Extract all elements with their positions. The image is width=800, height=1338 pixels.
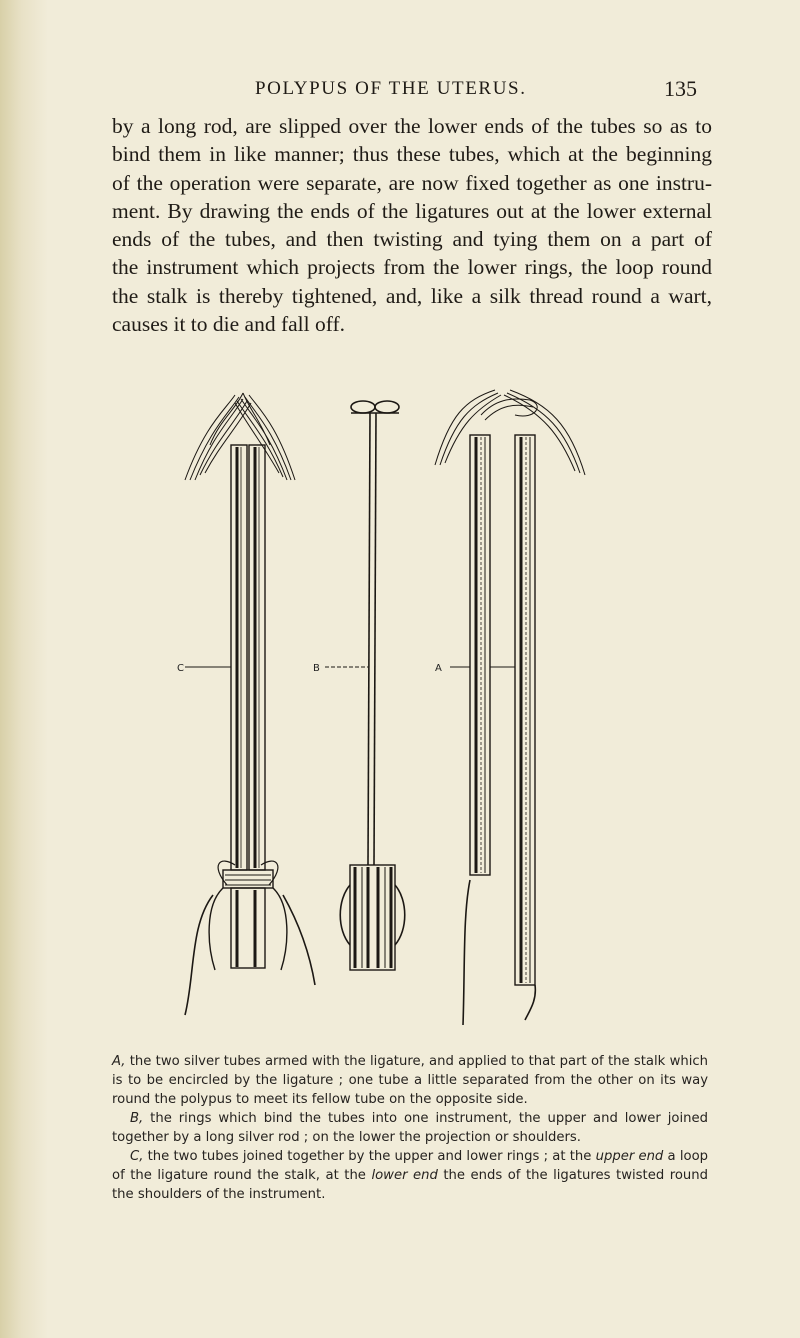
label-c: C [177, 663, 184, 674]
instrument-b [325, 401, 405, 970]
text-line: of the operation were separate, are now fixed together as one instru- [112, 170, 712, 195]
text-line: bind them in like manner; thus these tubes, which at the beginning [112, 142, 712, 167]
figure-caption [112, 1052, 708, 1204]
caption-key-a: A, [112, 1054, 126, 1069]
caption-item-b [112, 1109, 708, 1147]
text-line: ends of the tubes, and then twisting and tying them on a part of [112, 227, 712, 252]
caption-emphasis-lower: lower end [371, 1168, 438, 1183]
instrument-illustration [165, 385, 675, 1035]
caption-emphasis-upper: upper end [595, 1149, 664, 1164]
text-line: the stalk is thereby tightened, and, like a silk thread round a wart, [112, 283, 712, 308]
label-b: B [313, 663, 320, 674]
text-line: by a long rod, are slipped over the lower ends of the tubes so as to [112, 114, 712, 138]
caption-key-b: B, [130, 1111, 144, 1126]
caption-text-c-1: the two tubes joined together by the upper and lower rings ; at the [143, 1149, 596, 1164]
instrument-c [185, 393, 315, 1015]
page-edge [0, 0, 48, 1338]
instrument-a [435, 390, 585, 1025]
caption-item-a [112, 1052, 708, 1109]
running-title: POLYPUS OF THE UTERUS. [255, 78, 527, 99]
caption-text-a: the two silver tubes armed with the ligature, and applied to that part of the stalk which is to be encircled by the ligature ; one tube a little separated from the other on its way round the polypus to meet its fellow tube on the opposite side. [112, 1054, 708, 1107]
text-line: causes it to die and fall off. [112, 312, 346, 337]
caption-text-b: the rings which bind the tubes into one instrument, the upper and lower joined together by a long silver rod ; on the lower the projection or shoulders. [112, 1111, 708, 1145]
text-line: ment. By drawing the ends of the ligatures out at the lower external [112, 198, 712, 223]
text-line: the instrument which projects from the lower rings, the loop round [112, 255, 712, 280]
page-number: 135 [664, 76, 697, 101]
caption-item-c [112, 1147, 708, 1204]
label-a: A [435, 663, 442, 674]
body-paragraph [112, 112, 712, 338]
caption-key-c: C, [130, 1149, 144, 1164]
caption-text-c-2: a loop of the ligature round the stalk, at the [112, 1149, 709, 1183]
caption-text-c-3: the ends of the ligatures twisted round the shoulders of the instrument. [112, 1168, 708, 1202]
